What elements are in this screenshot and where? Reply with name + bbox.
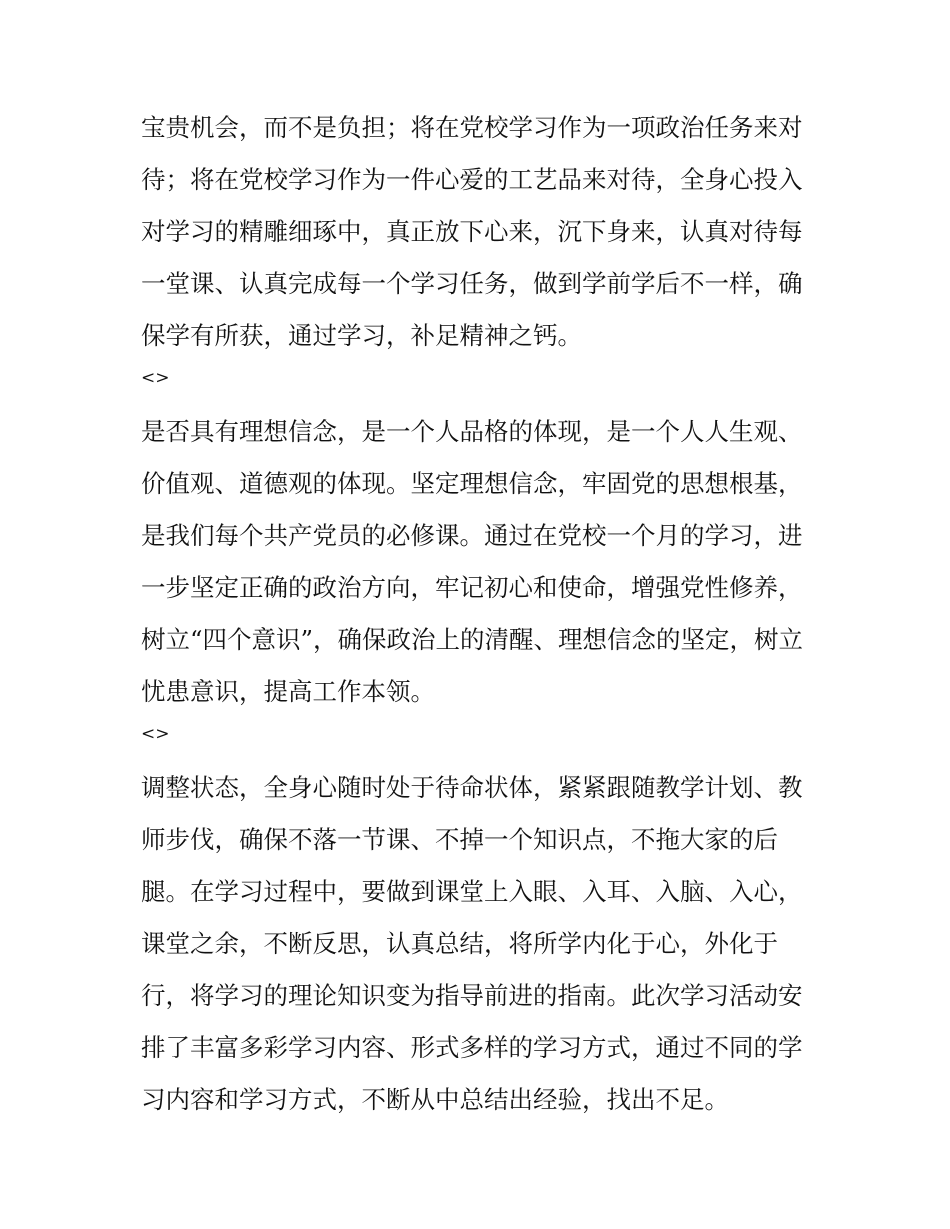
paragraph-1: [141, 102, 816, 362]
text-line: 腿。在学习过程中，要做到课堂上入眼、入耳、入脑、入心，: [141, 877, 803, 906]
text-line: 师步伐，确保不落一节课、不掉一个知识点，不拖大家的后: [141, 825, 778, 854]
text-line: 价值观、道德观的体现。坚定理想信念，牢固党的思想根基，: [141, 469, 803, 498]
section-separator: <>: [141, 368, 170, 388]
paragraph-2: [141, 406, 816, 718]
text-line: 课堂之余，不断反思，认真总结，将所学内化于心，外化于: [141, 929, 778, 958]
text-line: 排了丰富多彩学习内容、形式多样的学习方式，通过不同的学: [141, 1033, 803, 1062]
text-line: 待；将在党校学习作为一件心爱的工艺品来对待，全身心投入: [141, 165, 803, 194]
text-line: 习内容和学习方式，不断从中总结出经验，找出不足。: [141, 1085, 729, 1114]
text-line: 对学习的精雕细琢中，真正放下心来，沉下身来，认真对待每: [141, 217, 803, 246]
text-line: 忧患意识，提高工作本领。: [141, 677, 435, 706]
text-line: 树立“四个意识”，确保政治上的清醒、理想信念的坚定，树立: [141, 625, 804, 654]
text-line: 保学有所获，通过学习，补足精神之钙。: [141, 321, 582, 350]
document-body: [141, 102, 816, 1126]
section-separator: <>: [141, 724, 170, 744]
text-line: 一堂课、认真完成每一个学习任务，做到学前学后不一样，确: [141, 269, 803, 298]
text-line: 宝贵机会，而不是负担；将在党校学习作为一项政治任务来对: [141, 113, 803, 142]
text-line: 是否具有理想信念，是一个人品格的体现，是一个人人生观、: [141, 417, 803, 446]
text-line: 行，将学习的理论知识变为指导前进的指南。此次学习活动安: [141, 981, 803, 1010]
text-line: 调整状态，全身心随时处于待命状体，紧紧跟随教学计划、教: [141, 773, 803, 802]
paragraph-3: [141, 762, 816, 1126]
text-line: 一步坚定正确的政治方向，牢记初心和使命，增强党性修养，: [141, 573, 803, 602]
text-line: 是我们每个共产党员的必修课。通过在党校一个月的学习，进: [141, 521, 803, 550]
